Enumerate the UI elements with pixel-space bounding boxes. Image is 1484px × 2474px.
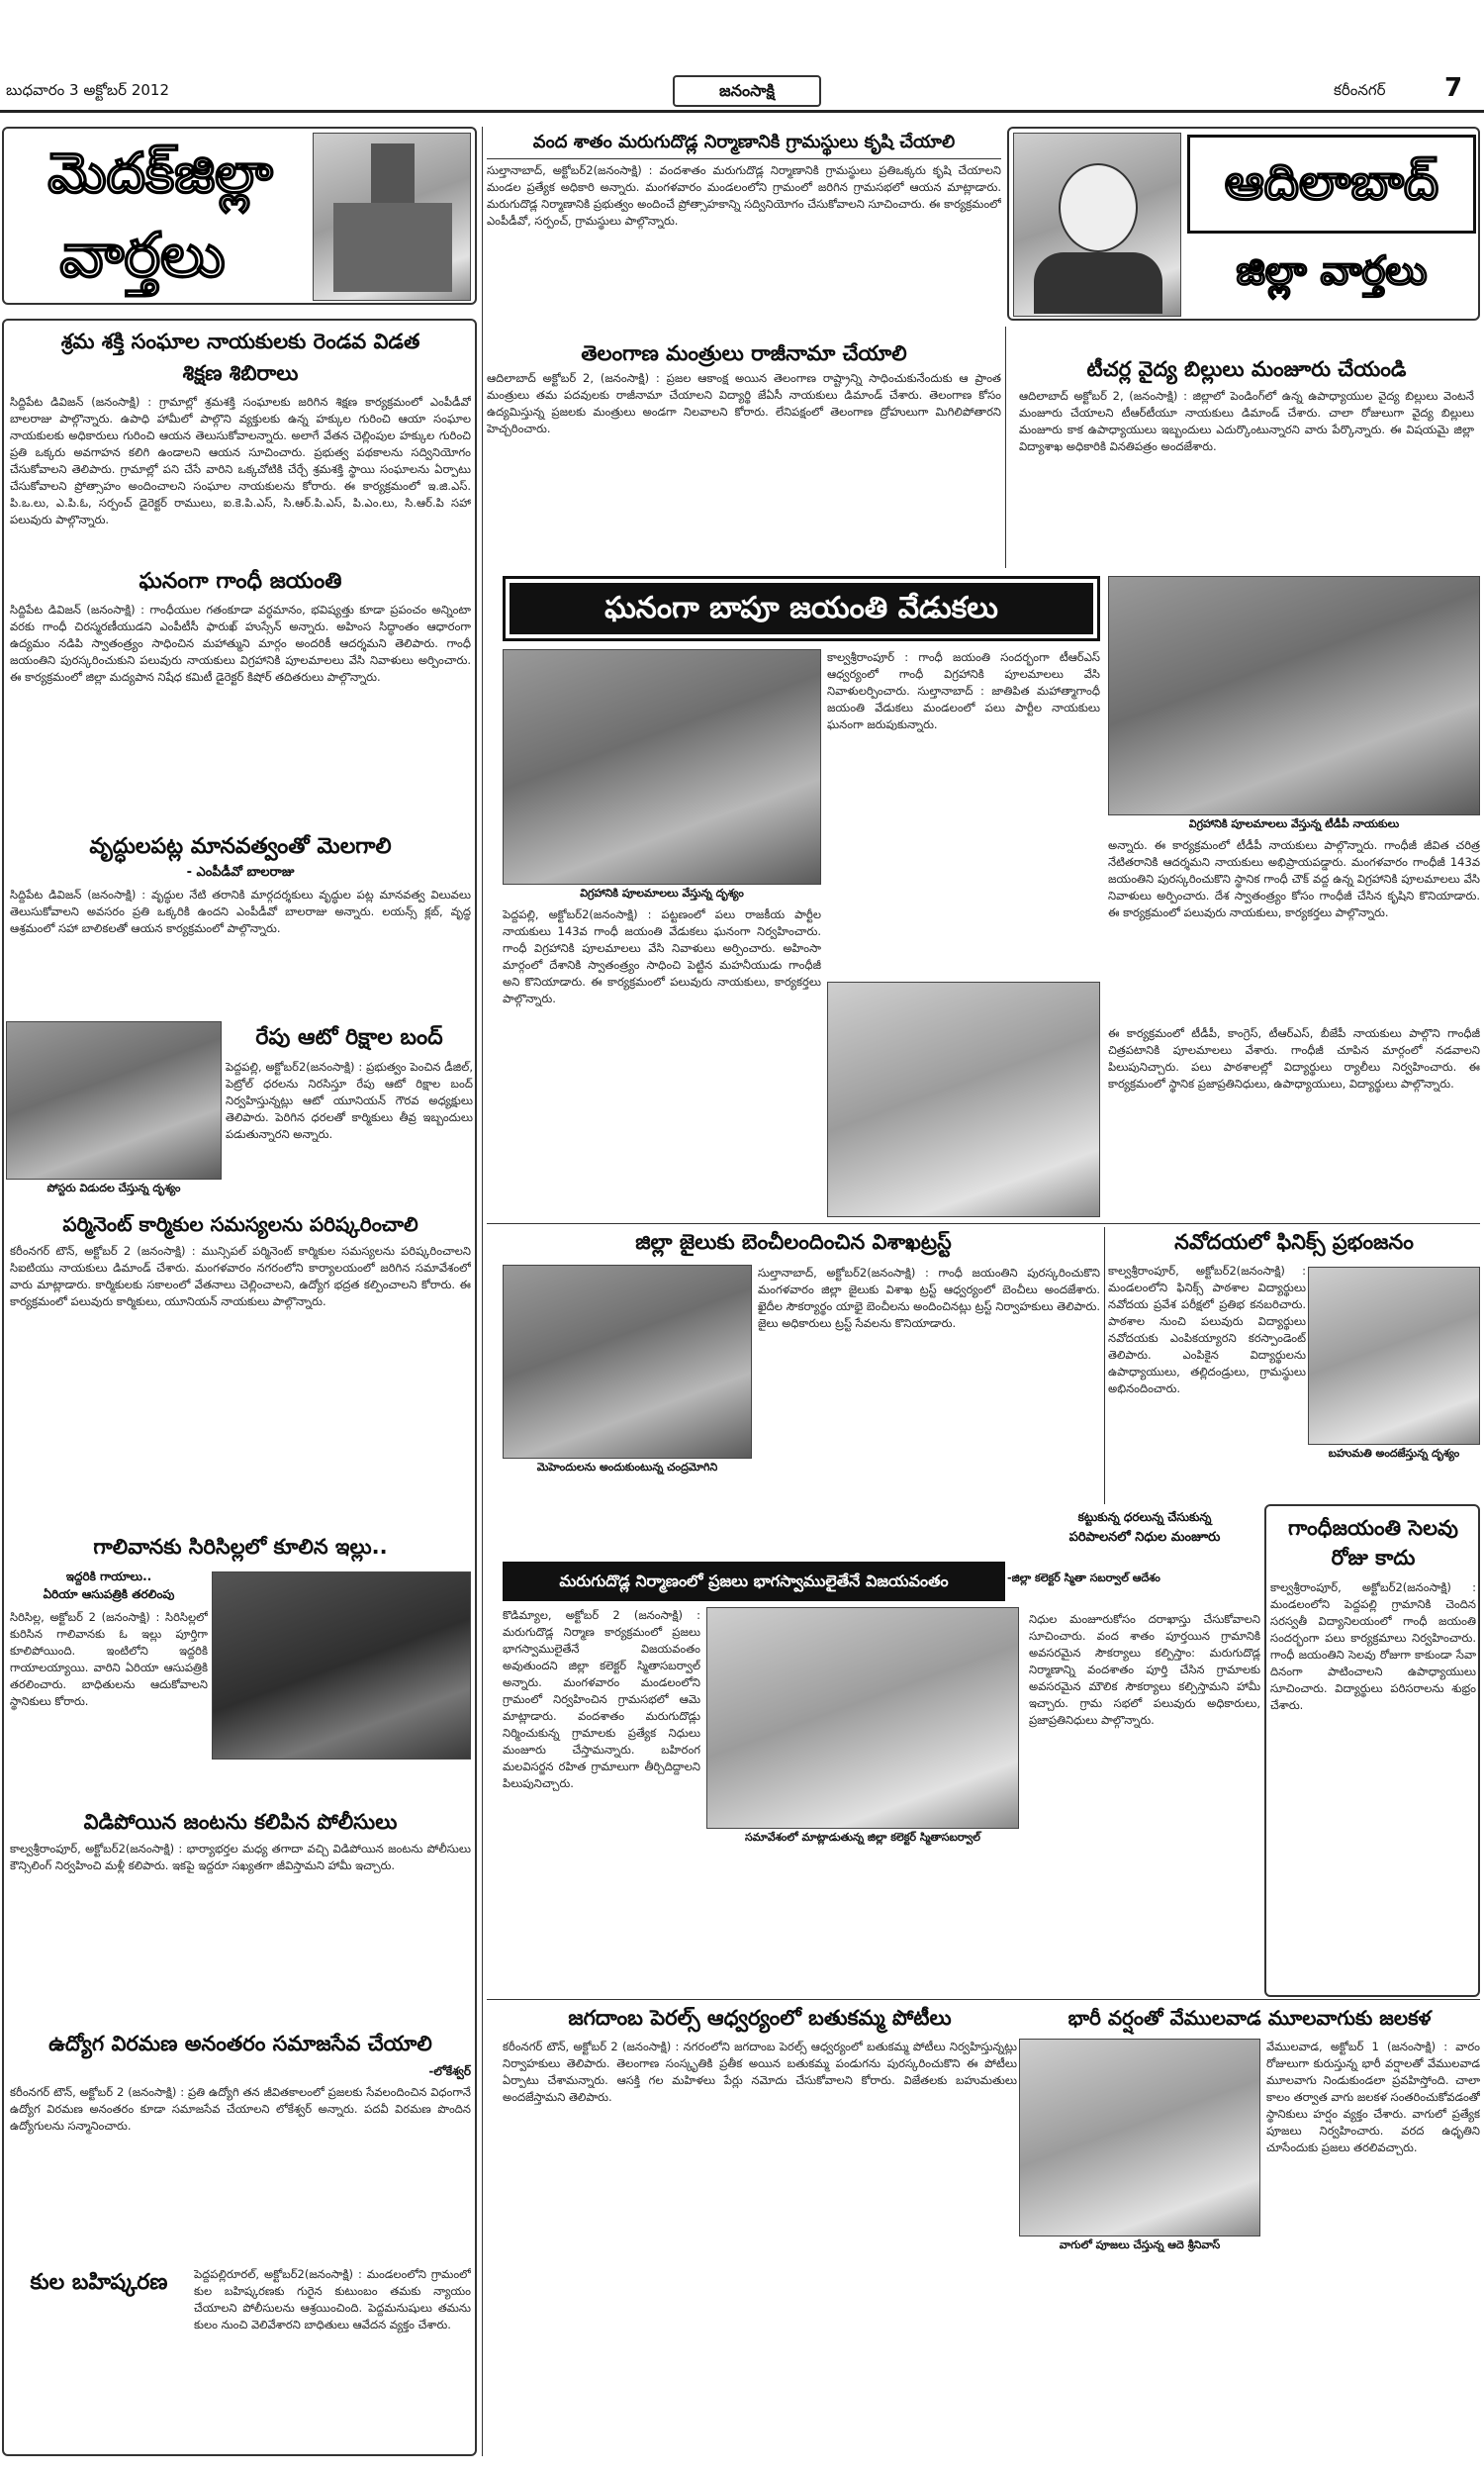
jail-benches-caption: మెహెందులను అందుకుంటున్న చంద్రమోగిని: [536, 1461, 718, 1474]
article-permanent-workers: కరీంనగర్ టౌన్, అక్టోబర్ 2 (జనంసాక్షి) : మున్సిపల్ పర్మినెంట్ కార్మికుల సమస్యలను పరిష్కరించాలని సిఐటియు నాయకులు డిమాండ్ చేశారు. మంగళవారం నగరంలోని కార్యాలయంలో జరిగిన సమావేశంలో వారు మాట్లాడారు. కార్మికులకు సకాలంలో వేతనాలు చెల్లించాలని, ఉద్యోగ భద్రత కల్పించాలని కోరారు. ఈ కార్యక్రమంలో పలువురు కార్మికులు, యూనియన్ నాయకులు పాల్గొన్నారు.: [10, 1244, 471, 1308]
headline-jail-benches: జిల్లా జైలుకు బెంచీలందించిన విశాఖట్రస్ట్: [635, 1230, 952, 1254]
collector-caption: సమావేశంలో మాట్లాడుతున్న జిల్లా కలెక్టర్ స్మితాసబర్వాల్: [745, 1831, 980, 1844]
headline-shramashakti: శ్రమ శక్తి సంఘాల నాయకులకు రెండవ విడత: [60, 330, 420, 353]
headline-navodaya: నవోదయలో ఫినిక్స్ ప్రభంజనం: [1174, 1230, 1414, 1254]
divider: [487, 158, 1001, 159]
church-body-shape: [333, 203, 452, 292]
headline-funds-1: కట్టుకున్న ధరలున్న చేసుకున్న: [1077, 1510, 1212, 1524]
headline-vemulawada: భారీ వర్షంతో వేములవాడ మూలవాగుకు జలకళ: [1067, 2006, 1432, 2030]
article-bathukamma: కరీంనగర్ టౌన్, అక్టోబర్ 2 (జనంసాక్షి) : నగరంలోని జగదాంబ పెరల్స్ ఆధ్వర్యంలో బతుకమ్మ పోటీలు నిర్వహిస్తున్నట్లు నిర్వాహకులు తెలిపారు. తెలంగాణ సంస్కృతికి ప్రతీక అయిన బతుకమ్మ పండుగను పురస్కరించుకొని ఈ పోటీలు ఏర్పాటు చేశామన్నారు. ఆసక్తి గల మహిళలు పేర్లు నమోదు చేసుకోవాలని కోరారు. విజేతలకు బహుమతులు అందజేస్తామని తెలిపారు.: [503, 2040, 1017, 2104]
headline-gandhi-jayanthi: ఘనంగా గాంధీ జయంతి: [139, 569, 342, 594]
article-jayanthi-continued: ఈ కార్యక్రమంలో టీడీపీ, కాంగ్రెస్, టీఆర్ఎస్, బీజేపీ నాయకులు పాల్గొని గాంధీజీ చిత్రపటానికి పూలమాలలు వేశారు. గాంధీజీ చూపిన మార్గంలో నడవాలని పిలుపునిచ్చారు. పలు పాఠశాలల్లో విద్యార్థులు ర్యాలీలు నిర్వహించారు. ఈ కార్యక్రమంలో స్థానిక ప్రజాప్రతినిధులు, ఉపాధ్యాయులు, విద్యార్థులు పాల్గొన్నారు.: [1108, 1026, 1480, 1091]
headline-toilets-villagers: వంద శాతం మరుగుదొడ్ల నిర్మాణానికి గ్రామస్థులు కృషి చేయాలి: [532, 132, 956, 152]
headline-retirement: ఉద్యోగ విరమణ అనంతరం సమాజసేవ చేయాలి: [48, 2032, 432, 2055]
article-funds: నిధుల మంజూరుకోసం దరాఖాస్తు చేసుకోవాలని సూచించారు. వంద శాతం పూర్తయిన గ్రామానికి అవసరమైన సౌకర్యాలు కల్పిస్తాం: మరుగుదొడ్ల నిర్మాణాన్ని వందశాతం పూర్తి చేసిన గ్రామాలకు అవసరమైన మౌలిక సౌకర్యాలు కల్పిస్తామని హామీ ఇచ్చారు. గ్రామ సభలో పలువురు అధికారులు, ప్రజాప్రతినిధులు పాల్గొన్నారు.: [1029, 1612, 1260, 1727]
medak-banner-line1: మెదక్‌జిల్లా: [47, 141, 273, 206]
headline-teacher-bills: టీచర్ల వైద్య బిల్లులు మంజూరు చేయండి: [1086, 357, 1407, 381]
article-shramashakti: సిద్దిపేట డివిజన్ (జనంసాక్షి) : గ్రామాల్లో శ్రమశక్తి సంఘాలకు జరిగిన శిక్షణ కార్యక్రమంలో ఎంపీడీవో బాలరాజు పాల్గొన్నారు. ఉపాధి హామీలో పాల్గొని వ్యక్తులకు ఉన్న హక్కుల గురించి ఆయా సంఘాల నాయకులకు అధికారులు గురించి ఆయన తెలుసుకోవాలన్నారు. అలాగే వేతన చెల్లింపుల హక్కుల గురించి ప్రతి ఒక్కరు అవగాహన కలిగి ఉండాలని ఆయన సూచించారు. ప్రభుత్వ పథకాలను సద్వినియోగం చేసుకోవాలని తెలిపారు. గ్రామాల్లో పని చేసే వారిని ఒక్కచోటికి చేర్చే శ్రమశక్తి స్థాయి సంఘాలను ఏర్పాటు చేసుకోవాలని ప్రోత్సాహం అందించాలని సంఘాల నాయకులను కోరారు. ఈ కార్యక్రమంలో ఇ.జి.ఎస్. పి.ఒ.లు, ఎ.పి.ఓ, సర్పంచ్ డైరెక్టర్ రాములు, ఐ.కె.పి.ఎస్, సి.ఆర్.పి.ఎస్, పి.ఎం.లు, సి.ఆర్.పి సహా పలువురు పాల్గొన్నారు.: [10, 395, 471, 526]
adilabad-banner: [1007, 127, 1480, 321]
headline-funds-2: పరిపాలనలో నిధుల మంజూరు: [1068, 1530, 1221, 1545]
article-tdp-continued: అన్నారు. ఈ కార్యక్రమంలో టీడీపీ నాయకులు పాల్గొన్నారు. గాంధీజీ జీవిత చరిత్ర నేటితరానికి ఆదర్శమని నాయకులు అభిప్రాయపడ్డారు. మంగళవారం గాంధీజీ 143వ జయంతిని పురస్కరించుకొని స్థానిక గాంధీ చౌక్ వద్ద ఉన్న విగ్రహానికి పూలమాలలు వేసి నివాళులు అర్పించారు. దేశ స్వాతంత్ర్యం కోసం గాంధీజీ చేసిన కృషిని కొనియాడారు. ఈ కార్యక్రమంలో పలువురు నాయకులు, కార్యకర్తలు పాల్గొన్నారు.: [1108, 838, 1480, 919]
auto-bandh-photo: [6, 1021, 222, 1180]
medak-banner-line2: వార్తలు: [59, 219, 226, 291]
headline-auto-bandh: రేపు ఆటో రిక్షాల బంద్: [255, 1025, 443, 1050]
article-vemulawada: వేములవాడ, అక్టోబర్ 1 (జనంసాక్షి) : వారం రోజులుగా కురుస్తున్న భారీ వర్షాలతో వేములవాడ మూలవాగు నిండుకుండలా ప్రవహిస్తోంది. చాలా కాలం తర్వాత వాగు జలకళ సంతరించుకోవడంతో స్థానికులు హర్షం వ్యక్తం చేశారు. వాగులో ప్రత్యేక పూజలు నిర్వహించారు. వరద ఉధృతిని చూసేందుకు ప్రజలు తరలివచ్చారు.: [1266, 2040, 1480, 2154]
headline-couple-reunited: విడిపోయిన జంటను కలిపిన పోలీసులు: [83, 1810, 398, 1834]
article-gandhi-jayanthi: సిద్దిపేట డివిజన్ (జనంసాక్షి) : గాంధీయుల గతంకూడా వర్ధమానం, భవిష్యత్తు కూడా ప్రపంచం అన్నింటా వరకు గాంధీ చిరస్మరణీయుడని ఎంపీటీసీ ఫారుఖ్ హుస్సేన్ అన్నారు. అహింస సిద్ధాంతం ఆధారంగా ఉద్యమం నడిపి స్వాతంత్ర్యం సాధించిన మహాత్ముని మార్గం అందరికీ ఆదర్శమని తెలిపారు. గాంధీ జయంతిని పురస్కరించుకుని పలువురు నాయకులు విగ్రహానికి పూలమాలలు వేసి నివాళులు అర్పించారు. ఈ కార్యక్రమంలో జిల్లా మద్యపాన నిషేధ కమిటీ డైరెక్టర్ కిషోర్ తదితరులు పాల్గొన్నారు.: [10, 603, 471, 684]
headline-holiday: గాంధీజయంతి సెలవు: [1288, 1516, 1458, 1540]
article-retirement: కరీంనగర్ టౌన్, అక్టోబర్ 2 (జనంసాక్షి) : ప్రతి ఉద్యోగి తన జీవితకాలంలో ప్రజలకు సేవలందించిన విధంగానే ఉద్యోగ విరమణ అనంతరం కూడా సమాజసేవ చేయాలని లోకేశ్వర్ అన్నారు. పదవీ విరమణ పొందిన ఉద్యోగులను సన్మానించారు.: [10, 2085, 471, 2133]
adilabad-banner-line2: జిల్లా వార్తలు: [1236, 247, 1428, 294]
kicker-injured: ఇద్దరికి గాయాలు..: [65, 1570, 152, 1583]
article-teacher-bills: ఆదిలాబాద్ అక్టోబర్ 2, (జనంసాక్షి) : జిల్లాలో పెండింగ్‌లో ఉన్న ఉపాధ్యాయుల వైద్య బిల్లులు వెంటనే మంజూరు చేయాలని టీఆర్‌టీయూ నాయకులు డిమాండ్ చేశారు. చాలా రోజులుగా వైద్య బిల్లులు మంజూరు కాక ఉపాధ్యాయులు ఇబ్బందులు ఎదుర్కొంటున్నారని వారు పేర్కొన్నారు. ఈ విషయమై జిల్లా విద్యాశాఖ అధికారికి వినతిపత్రం అందజేశారు.: [1019, 389, 1474, 453]
jail-benches-photo: [503, 1265, 752, 1459]
headline-shramashakti-2: శిక్షణ శిబిరాలు: [182, 361, 299, 385]
byline-elders: - ఎంపీడీవో బాలరాజు: [186, 865, 295, 880]
jayanthi-banner-title: ఘనంగా బాపూ జయంతి వేడుకలు: [510, 583, 1093, 634]
column-rule-mid: [1104, 1227, 1105, 1504]
headline-caste-boycott: కుల బహిష్కరణ: [30, 2270, 168, 2295]
headline-holiday-2: రోజు కాదు: [1331, 1546, 1416, 1570]
navodaya-photo: [1308, 1267, 1480, 1445]
article-house-collapse: సిరిసిల్ల, అక్టోబర్ 2 (జనంసాక్షి) : సిరిసిల్లలో కురిసిన గాలివానకు ఓ ఇల్లు పూర్తిగా కూలిపోయింది. ఇంటిలోని ఇద్దరికి గాయాలయ్యాయి. వారిని ఏరియా ఆసుపత్రికి తరలించారు. బాధితులను ఆదుకోవాలని స్థానికులు కోరారు.: [10, 1610, 208, 1708]
article-toilets-collector: కొడిమ్యాల, అక్టోబర్ 2 (జనంసాక్షి) : మరుగుదొడ్ల నిర్మాణ కార్యక్రమంలో ప్రజలు భాగస్వాములైతేనే విజయవంతం అవుతుందని జిల్లా కలెక్టర్ స్మితాసబర్వాల్ అన్నారు. మంగళవారం మండలంలోని గ్రామంలో నిర్వహించిన గ్రామసభలో ఆమె మాట్లాడారు. వందశాతం మరుగుదొడ్లు నిర్మించుకున్న గ్రామాలకు ప్రత్యేక నిధులు మంజూరు చేస్తామన్నారు. బహిరంగ మలవిసర్జన రహిత గ్రామాలుగా తీర్చిదిద్దాలని పిలుపునిచ్చారు.: [503, 1608, 700, 1790]
vemulawada-photo: [1019, 2039, 1260, 2236]
article-elders: సిద్దిపేట డివిజన్ (జనంసాక్షి) : వృద్ధుల నేటి తరానికి మార్గదర్శకులు వృద్ధుల పట్ల మానవత్వ విలువలు తెలుసుకోవాలని అవసరం ప్రతి ఒక్కరికి ఉందని ఎంపీడీవో బాలరాజు అన్నారు. లయన్స్ క్లబ్, వృద్ధ ఆశ్రమంలో సహా బాలికలతో ఆయన కార్యక్రమంలో పాల్గొన్నారు.: [10, 888, 471, 935]
masthead: జనంసాక్షి: [673, 75, 821, 107]
article-ministers-resign: ఆదిలాబాద్ అక్టోబర్ 2, (జనంసాక్షి) : ప్రజల ఆకాంక్ష అయిన తెలంగాణ రాష్ట్రాన్ని సాధించుకునేందుకు ఆ ప్రాంత మంత్రులు తమ పదవులకు రాజీనామా చేయాలని విద్యార్థి జేఏసీ నాయకులు డిమాండ్ చేశారు. తెలంగాణ కోసం ఉద్యమిస్తున్న ప్రజలకు మంత్రులు అండగా నిలవాలని కోరారు. లేనిపక్షంలో తెలంగాణ ద్రోహులుగా మిగిలిపోతారని హెచ్చరించారు.: [487, 371, 1001, 435]
article-couple-reunited: కాల్వశ్రీరాంపూర్, అక్టోబర్2(జనంసాక్షి) : భార్యాభర్తల మధ్య తగాదా వచ్చి విడిపోయిన జంటను పోలీసులు కౌన్సిలింగ్ నిర్వహించి మళ్లీ కలిపారు. ఇకపై ఇద్దరూ సఖ్యతగా జీవిస్తామని హామీ ఇచ్చారు.: [10, 1842, 471, 1872]
column-rule-mid-top: [1005, 327, 1006, 568]
tdp-garland-photo: [1108, 576, 1480, 815]
portrait-body-shape: [1034, 252, 1162, 314]
article-jail-benches: సుల్తానాబాద్, అక్టోబర్2(జనంసాక్షి) : గాంధీ జయంతిని పురస్కరించుకొని మంగళవారం జిల్లా జైలుకు విశాఖ ట్రస్ట్ ఆధ్వర్యంలో బెంచీలు అందజేశారు. ఖైదీల సౌకర్యార్థం యాభై బెంచీలను అందించినట్లు ట్రస్ట్ నిర్వాహకులు తెలిపారు. జైలు అధికారులు ట్రస్ట్ సేవలను కొనియాడారు.: [758, 1266, 1100, 1330]
issue-date: బుధవారం 3 అక్టోబర్ 2012: [6, 81, 169, 99]
article-auto-bandh: పెద్దపల్లి, అక్టోబర్2(జనంసాక్షి) : ప్రభుత్వం పెంచిన డీజిల్, పెట్రోల్ ధరలను నిరసిస్తూ రేపు ఆటో రిక్షాల బంద్ నిర్వహిస్తున్నట్లు ఆటో యూనియన్ గౌరవ అధ్యక్షులు తెలిపారు. పెరిగిన ధరలతో కార్మికులు తీవ్ర ఇబ్బందులు పడుతున్నారని అన్నారు.: [226, 1060, 473, 1141]
navodaya-caption: బహుమతి అందజేస్తున్న దృశ్యం: [1328, 1447, 1460, 1460]
headline-bathukamma: జగదాంబ పెరల్స్ ఆధ్వర్యంలో బతుకమ్మ పోటీలు: [568, 2006, 952, 2030]
medak-banner: [2, 127, 477, 305]
jayanthi-photo-2: [827, 982, 1100, 1217]
article-caste-boycott: పెద్దపల్లిరూరల్, అక్టోబర్2(జనంసాక్షి) : మండలంలోని గ్రామంలో కుల బహిష్కరణకు గురైన కుటుంబం తమకు న్యాయం చేయాలని పోలీసులను ఆశ్రయించింది. పెద్దమనుషులు తమను కులం నుంచి వెలివేశారని బాధితులు ఆవేదన వ్యక్తం చేశారు.: [194, 2267, 471, 2331]
jayanthi-article-2: కాల్వశ్రీరాంపూర్ : గాంధీ జయంతి సందర్భంగా టీఆర్ఎస్ ఆధ్వర్యంలో గాంధీ విగ్రహానికి పూలమాలలు వేసి నివాళులర్పించారు. సుల్తానాబాద్ : జాతిపిత మహాత్మాగాంధీ జయంతి వేడుకలు మండలంలో పలు పార్టీల నాయకులు ఘనంగా జరుపుకున్నారు.: [827, 650, 1100, 731]
portrait-face-shape: [1059, 163, 1138, 252]
leader-portrait-photo: [1013, 133, 1181, 317]
kicker-hospital: ఏరియా ఆసుపత్రికి తరలింపు: [43, 1587, 175, 1601]
collector-photo: [706, 1607, 1019, 1829]
article-holiday: కాల్వశ్రీరాంపూర్, అక్టోబర్2(జనంసాక్షి) : మండలంలోని పెద్దపల్లి గ్రామానికి చెందిన సరస్వతీ విద్యానిలయంలో గాంధీ జయంతి సందర్భంగా పలు కార్యక్రమాలు నిర్వహించారు. గాంధీ జయంతిని సెలవు రోజుగా కాకుండా సేవా దినంగా పాటించాలని ఉపాధ్యాయులు సూచించారు. విద్యార్థులు పరిసరాలను శుభ్రం చేశారు.: [1270, 1580, 1476, 1712]
edition-location: కరీంనగర్: [1334, 81, 1386, 99]
headline-permanent-workers: పర్మినెంట్ కార్మికుల సమస్యలను పరిష్కరించాలి: [62, 1212, 418, 1236]
byline-collector: -జిల్లా కలెక్టర్ స్మితా సబర్వాల్ ఆదేశం: [1007, 1571, 1160, 1584]
adilabad-banner-line1: ఆదిలాబాద్: [1224, 152, 1439, 211]
headline-elders: వృద్ధులపట్ల మానవత్వంతో మెలగాలి: [89, 834, 392, 859]
article-toilets-villagers: సుల్తానాబాద్, అక్టోబర్2(జనంసాక్షి) : వందశాతం మరుగుదొడ్ల నిర్మాణానికి గ్రామస్థులు ప్రతిఒక్కరు కృషి చేయాలని మండల ప్రత్యేక అధికారి అన్నారు. మంగళవారం మండలంలోని గ్రామంలో జరిగిన గ్రామసభలో ఆయన మాట్లాడారు. మరుగుదొడ్ల నిర్మాణానికి ప్రభుత్వం అందించే ప్రోత్సాహకాన్ని సద్వినియోగం చేసుకోవాలని సూచించారు. ఈ కార్యక్రమంలో ఎంపీడీవో, సర్పంచ్, గ్రామస్థులు పాల్గొన్నారు.: [487, 163, 1001, 228]
collapsed-house-photo: [212, 1571, 471, 1760]
church-photo: [313, 133, 471, 301]
jayanthi-caption-1: విగ్రహానికి పూలమాలలు వేస్తున్న దృశ్యం: [580, 887, 744, 900]
headline-toilets-collector: మరుగుదొడ్ల నిర్మాణంలో ప్రజలు భాగస్వాములైతేనే విజయవంతం: [503, 1562, 1005, 1601]
article-navodaya: కాల్వశ్రీరాంపూర్, అక్టోబర్2(జనంసాక్షి) : మండలంలోని ఫినిక్స్ పాఠశాల విద్యార్థులు నవోదయ ప్రవేశ పరీక్షలో ప్రతిభ కనబరిచారు. పాఠశాల నుంచి పలువురు విద్యార్థులు నవోదయకు ఎంపికయ్యారని కరస్పాండెంట్ తెలిపారు. ఎంపికైన విద్యార్థులను ఉపాధ్యాయులు, తల్లిదండ్రులు, గ్రామస్థులు అభినందించారు.: [1108, 1264, 1306, 1395]
jayanthi-banner: [503, 576, 1100, 641]
jayanthi-article-1: పెద్దపల్లి, అక్టోబర్2(జనంసాక్షి) : పట్టణంలో పలు రాజకీయ పార్టీల నాయకులు 143వ గాంధీ జయంతి వేడుకలు ఘనంగా నిర్వహించారు. గాంధీ విగ్రహానికి పూలమాలలు వేసి నివాళులు అర్పించారు. అహింసా మార్గంలో దేశానికి స్వాతంత్ర్యం సాధించి పెట్టిన మహనీయుడు గాంధీజీ అని కొనియాడారు. ఈ కార్యక్రమంలో పలువురు నాయకులు, కార్యకర్తలు పాల్గొన్నారు.: [503, 907, 821, 1005]
page-number: 7: [1444, 73, 1463, 103]
headline-house-collapse: గాలివానకు సిరిసిల్లలో కూలిన ఇల్లు..: [93, 1535, 388, 1559]
column-rule-left: [482, 127, 483, 2456]
vemulawada-caption: వాగులో పూజలు చేస్తున్న ఆదె శ్రీనివాస్: [1059, 2238, 1221, 2251]
byline-retirement: -లోకేశ్వర్: [428, 2064, 471, 2078]
jayanthi-photo-1: [503, 649, 821, 885]
auto-bandh-caption: పోస్టరు విడుదల చేస్తున్న దృశ్యం: [46, 1182, 181, 1194]
tdp-garland-caption: విగ్రహానికి పూలమాలలు వేస్తున్న టీడీపీ నాయకులు: [1188, 817, 1400, 830]
section-rule-1: [487, 1223, 1480, 1224]
headline-ministers-resign: తెలంగాణ మంత్రులు రాజీనామా చేయాలి: [581, 341, 907, 365]
page-header: [0, 71, 1484, 113]
section-rule-2: [487, 1999, 1480, 2000]
